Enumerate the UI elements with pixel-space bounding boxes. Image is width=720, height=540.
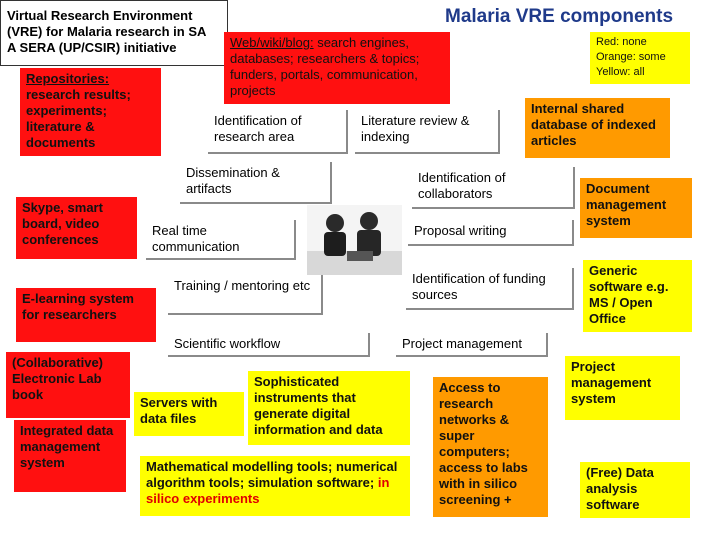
project-mgmt-box: Project management xyxy=(396,333,548,357)
math-tools-text: Mathematical modelling tools; numerical algorithm tools; simulation software; xyxy=(146,459,398,490)
legend-orange: Orange: some xyxy=(596,51,666,63)
intro-line1: Virtual Research Environment xyxy=(7,8,193,23)
intro-box xyxy=(0,0,228,66)
eln-box: (Collaborative) Electronic Lab book xyxy=(6,352,130,418)
repositories-box xyxy=(20,68,161,156)
repositories-text: research results; experiments; literature & documents xyxy=(26,87,131,150)
workflow-box: Scientific workflow xyxy=(168,333,370,357)
legend-red: Red: none xyxy=(596,36,647,48)
web-label: Web/wiki/blog: xyxy=(230,35,314,50)
realtime-box: Real time communication xyxy=(146,220,296,260)
repositories-label: Repositories: xyxy=(26,71,110,86)
elearning-box: E-learning system for researchers xyxy=(16,288,156,342)
literature-review-box: Literature review & indexing xyxy=(355,110,500,154)
data-analysis-box: (Free) Data analysis software xyxy=(580,462,690,518)
funding-box: Identification of funding sources xyxy=(406,268,574,310)
instruments-box: Sophisticated instruments that generate digital information and data xyxy=(248,371,410,445)
integrated-box: Integrated data management system xyxy=(14,420,126,492)
identification-research-box: Identification of research area xyxy=(208,110,348,154)
project-mgmt-system-box: Project management system xyxy=(565,356,680,420)
math-tools-insilico: in silico experiments xyxy=(146,475,390,506)
legend-yellow: Yellow: all xyxy=(596,66,645,78)
proposal-box: Proposal writing xyxy=(408,220,574,246)
access-box: Access to research networks & super computers; access to labs with in silico screening + xyxy=(433,377,548,517)
document-mgmt-box: Document management system xyxy=(580,178,692,238)
legend-box xyxy=(590,32,690,84)
researchers-photo xyxy=(307,205,402,275)
servers-box: Servers with data files xyxy=(134,392,244,436)
intro-line3: A SERA (UP/CSIR) initiative xyxy=(7,40,177,55)
internal-db-box: Internal shared database of indexed articles xyxy=(525,98,670,158)
identification-collaborators-box: Identification of collaborators xyxy=(412,167,575,209)
intro-line2: (VRE) for Malaria research in SA xyxy=(7,24,207,39)
training-box: Training / mentoring etc xyxy=(168,275,323,315)
web-box xyxy=(224,32,450,104)
generic-software-box: Generic software e.g. MS / Open Office xyxy=(583,260,692,332)
skype-box: Skype, smart board, video conferences xyxy=(16,197,137,259)
math-tools-box xyxy=(140,456,410,516)
web-text: search engines, databases; researchers & topics; funders, portals, communication, projects xyxy=(230,35,420,98)
dissemination-box: Dissemination & artifacts xyxy=(180,162,332,204)
page-title: Malaria VRE components xyxy=(445,6,674,27)
